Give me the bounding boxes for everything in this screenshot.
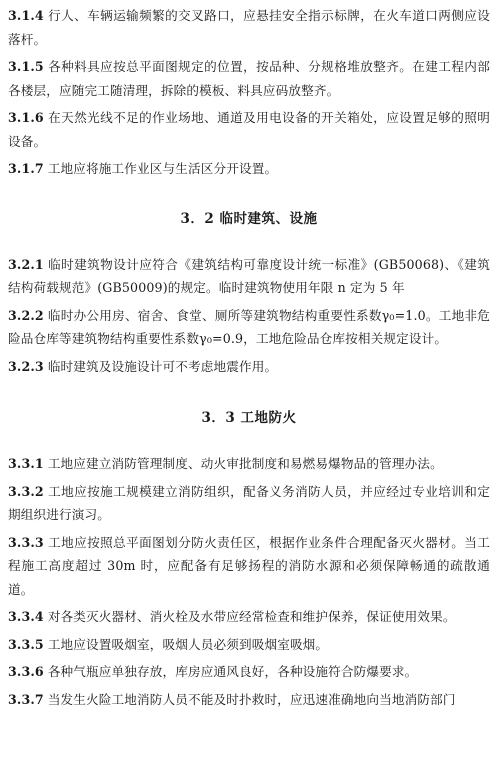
clause-3-1-5 — [8, 55, 490, 102]
clause-number: 3.3.2 — [8, 483, 44, 499]
clause-text: 当发生火险工地消防人员不能及时扑救时，应迅速准确地向当地消防部门 — [47, 691, 456, 707]
clause-text: 临时建筑及设施设计可不考虑地震作用。 — [47, 358, 278, 374]
clause-text: 各种料具应按总平面图规定的位置，按品种、分规格堆放整齐。在建工程内部各楼层，应随完工随清理，拆除的模板、料具应码放整齐。 — [8, 59, 490, 98]
clause-text: 在天然光线不足的作业场地、通道及用电设备的开关箱处，应设置足够的照明设备。 — [8, 110, 490, 149]
clause-text: 行人、车辆运输频繁的交叉路口，应悬挂安全指示标牌，在火车道口两侧应设落杆。 — [8, 8, 490, 47]
clause-number: 3.2.1 — [8, 256, 44, 272]
clause-number: 3.1.6 — [8, 110, 44, 125]
clause-number: 3.2.3 — [8, 358, 44, 374]
clause-3-3-7 — [8, 688, 490, 712]
clause-3-3-4 — [8, 605, 490, 629]
clause-text: 对各类灭火器材、消火栓及水带应经常检查和维护保养，保证使用效果。 — [47, 609, 456, 624]
clause-text: 工地应设置吸烟室，吸烟人员必须到吸烟室吸烟。 — [47, 636, 329, 652]
clause-number: 3.2.2 — [8, 307, 44, 323]
clause-3-3-6 — [8, 660, 490, 684]
clause-3-2-3 — [8, 355, 490, 379]
clause-text: 临时办公用房、宿舍、食堂、厕所等建筑物结构重要性系数γ₀=1.0。工地非危险品仓库等建筑物结构重要性系数γ₀=0.9，工地危险品仓库按相关规定设计。 — [8, 307, 490, 346]
clause-number: 3.1.4 — [8, 8, 44, 23]
clause-number: 3.3.3 — [8, 534, 44, 550]
clause-3-2-2 — [8, 304, 490, 351]
clause-number: 3.3.1 — [8, 456, 44, 471]
clause-3-1-7 — [8, 157, 490, 181]
clause-3-3-1 — [8, 452, 490, 476]
clause-text: 工地应按照总平面图划分防火责任区，根据作业条件合理配备灭火器材。当工程施工高度超过 30m 时，应配备有足够扬程的消防水源和必须保障畅通的疏散通道。 — [8, 534, 490, 597]
clause-text: 工地应按施工规模建立消防组织，配备义务消防人员，并应经过专业培训和定期组织进行演习。 — [8, 483, 490, 522]
clause-number: 3.1.7 — [8, 161, 44, 176]
clause-3-3-2 — [8, 480, 490, 527]
clause-number: 3.3.5 — [8, 636, 44, 652]
clause-3-1-4 — [8, 4, 490, 51]
clause-text: 各种气瓶应单独存放，库房应通风良好，各种设施符合防爆要求。 — [47, 664, 418, 679]
clause-text: 临时建筑物设计应符合《建筑结构可靠度设计统一标准》(GB50068)、《建筑结构荷载规范》(GB50009)的规定。临时建筑物使用年限 n 定为 5 年 — [8, 256, 490, 295]
clause-3-3-5 — [8, 633, 490, 657]
clause-text: 工地应建立消防管理制度、动火审批制度和易燃易爆物品的管理办法。 — [47, 456, 443, 471]
clause-text: 工地应将施工作业区与生活区分开设置。 — [47, 161, 278, 176]
clause-number: 3.3.4 — [8, 609, 44, 624]
section-heading-3-3: 3．3 工地防火 — [201, 410, 297, 426]
clause-3-3-3 — [8, 531, 490, 602]
clause-3-2-1 — [8, 253, 490, 300]
clause-number: 3.3.6 — [8, 664, 44, 679]
clause-number: 3.3.7 — [8, 691, 44, 707]
section-heading-3-2: 3．2 临时建筑、设施 — [180, 210, 318, 227]
clause-number: 3.1.5 — [8, 59, 44, 74]
clause-3-1-6 — [8, 106, 490, 153]
